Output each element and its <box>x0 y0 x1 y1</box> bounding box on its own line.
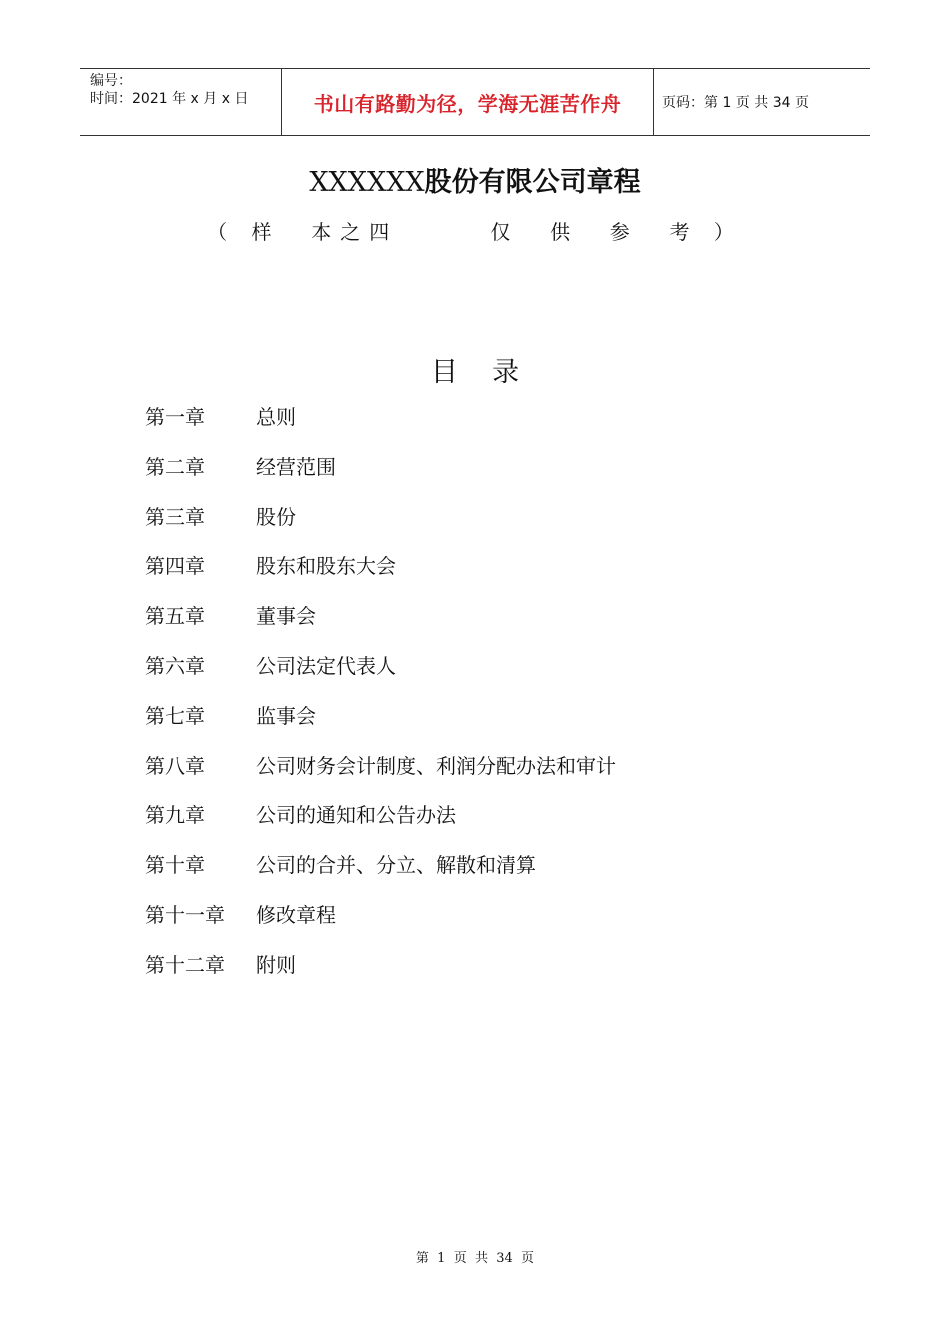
table-of-contents <box>145 402 616 1000</box>
page-header-table <box>80 68 870 136</box>
toc-item <box>145 850 616 900</box>
toc-chapter: 第六章 <box>145 653 205 678</box>
header-time-label: 时间：2021 年 x 月 x 日 <box>90 91 249 107</box>
document-title-latin: XXXXXX <box>309 167 425 198</box>
toc-item <box>145 502 616 552</box>
toc-chapter: 第五章 <box>145 604 205 629</box>
toc-chapter: 第三章 <box>145 504 205 529</box>
toc-item <box>145 800 616 850</box>
toc-chapter: 第四章 <box>145 554 205 579</box>
document-subtitle: （ 样 本之四 仅 供 参 考 ） <box>207 220 743 244</box>
header-page-info: 页码：第 1 页 共 34 页 <box>662 95 809 111</box>
toc-item <box>145 701 616 751</box>
toc-chapter: 第八章 <box>145 753 205 778</box>
toc-title: 监事会 <box>256 703 316 728</box>
toc-title: 公司财务会计制度、利润分配办法和审计 <box>256 753 616 778</box>
header-motto: 书山有路勤为径，学海无涯苦作舟 <box>281 69 654 135</box>
toc-item <box>145 402 616 452</box>
document-title <box>0 160 950 199</box>
toc-title: 股份 <box>256 504 296 529</box>
toc-item <box>145 651 616 701</box>
toc-chapter: 第十一章 <box>145 902 225 927</box>
document-title-cn: 股份有限公司章程 <box>424 167 641 198</box>
header-number-label: 编号： <box>90 73 132 89</box>
toc-title: 公司法定代表人 <box>256 653 396 678</box>
toc-item <box>145 452 616 502</box>
toc-chapter: 第七章 <box>145 703 205 728</box>
toc-chapter: 第二章 <box>145 454 205 479</box>
header-meta-cell <box>80 69 281 135</box>
toc-chapter: 第十章 <box>145 853 205 878</box>
toc-chapter: 第九章 <box>145 803 205 828</box>
toc-title: 董事会 <box>256 604 316 629</box>
toc-chapter: 第一章 <box>145 405 205 429</box>
toc-heading: 目 录 <box>430 357 520 388</box>
toc-title: 经营范围 <box>256 454 336 479</box>
toc-title: 股东和股东大会 <box>256 554 396 579</box>
toc-item <box>145 950 616 1000</box>
toc-item <box>145 751 616 801</box>
toc-chapter: 第十二章 <box>145 952 225 977</box>
page-footer: 第 1 页 共 34 页 <box>415 1251 535 1266</box>
toc-item <box>145 900 616 950</box>
toc-title: 附则 <box>256 952 296 977</box>
toc-title: 总则 <box>256 405 296 429</box>
toc-item <box>145 551 616 601</box>
toc-title: 公司的合并、分立、解散和清算 <box>256 853 536 878</box>
toc-title: 修改章程 <box>256 902 336 927</box>
toc-item <box>145 601 616 651</box>
toc-title: 公司的通知和公告办法 <box>256 803 456 828</box>
